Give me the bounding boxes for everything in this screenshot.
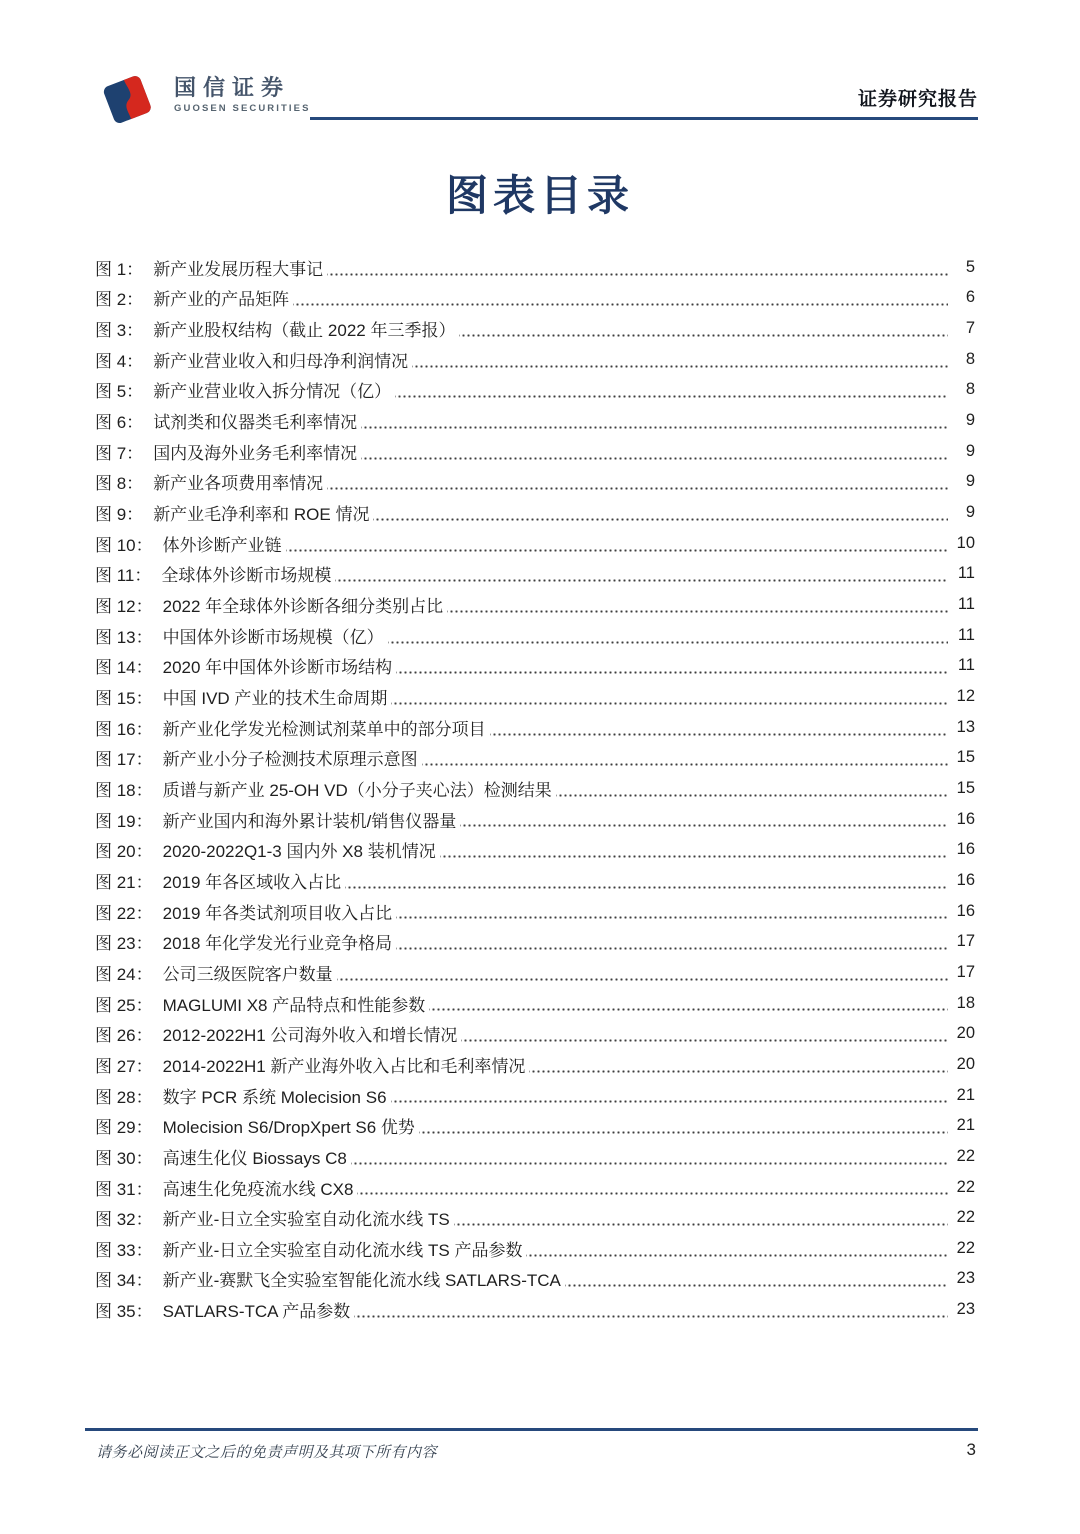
toc-entry[interactable] (95, 1141, 975, 1172)
toc-entry-page: 6 (965, 288, 975, 307)
toc-entry[interactable] (95, 436, 975, 467)
toc-entry-title: Molecision S6/DropXpert S6 优势 (162, 1118, 415, 1138)
toc-entry-page: 21 (956, 1116, 975, 1135)
toc-entry[interactable] (95, 681, 975, 712)
toc-entry-title: 中国体外诊断市场规模（亿） (162, 627, 384, 647)
toc-entry-label: 图 8： (95, 474, 144, 494)
toc-entry[interactable] (95, 528, 975, 559)
toc-entry-title: 试剂类和仪器类毛利率情况 (153, 413, 358, 433)
toc-entry-label: 图 11： (95, 566, 152, 586)
toc-entry-title: 国内及海外业务毛利率情况 (153, 443, 358, 463)
toc-leader-dots (361, 405, 948, 436)
toc-leader-dots (337, 957, 948, 988)
toc-leader-dots (429, 988, 948, 1019)
toc-leader-dots (556, 773, 948, 804)
toc-entry[interactable] (95, 1018, 975, 1049)
toc-entry-title: 新产业-日立全实验室自动化流水线 TS (162, 1210, 450, 1230)
toc-leader-dots (351, 1141, 948, 1172)
toc-entry-title: 2020 年中国体外诊断市场结构 (162, 658, 393, 678)
toc-entry-title: SATLARS-TCA 产品参数 (162, 1302, 351, 1322)
toc-entry-page: 11 (957, 595, 975, 614)
toc-list (95, 252, 975, 1325)
toc-entry-title: 新产业-日立全实验室自动化流水线 TS 产品参数 (162, 1240, 523, 1260)
toc-leader-dots (396, 896, 948, 927)
toc-leader-dots (354, 1294, 948, 1325)
toc-leader-dots (440, 834, 948, 865)
toc-entry-page: 16 (956, 901, 975, 920)
toc-entry-label: 图 22： (95, 903, 153, 923)
toc-entry-label: 图 2： (95, 290, 144, 310)
toc-entry[interactable] (95, 1172, 975, 1203)
toc-entry[interactable] (95, 1264, 975, 1295)
toc-entry-label: 图 3： (95, 321, 144, 341)
toc-entry-title: 质谱与新产业 25-OH VD（小分子夹心法）检测结果 (162, 780, 552, 800)
toc-entry-page: 11 (957, 564, 975, 583)
toc-entry-title: 2018 年化学发光行业竞争格局 (162, 934, 393, 954)
brand-name-cn: 国信证券 (174, 75, 291, 100)
toc-leader-dots (526, 1233, 948, 1264)
toc-leader-dots (447, 589, 948, 620)
toc-entry[interactable] (95, 283, 975, 314)
toc-entry-label: 图 15： (95, 689, 153, 709)
toc-leader-dots (357, 1172, 948, 1203)
toc-entry-title: 新产业各项费用率情况 (153, 474, 324, 494)
toc-leader-dots (293, 283, 948, 314)
toc-leader-dots (396, 651, 948, 682)
toc-entry-label: 图 31： (95, 1179, 153, 1199)
toc-entry-title: 新产业小分子检测技术原理示意图 (162, 750, 418, 770)
footer-page-number: 3 (966, 1440, 976, 1459)
toc-leader-dots (529, 1049, 948, 1080)
toc-entry[interactable] (95, 1049, 975, 1080)
toc-leader-dots (422, 743, 948, 774)
toc-leader-dots (388, 620, 948, 651)
toc-entry-label: 图 1： (95, 259, 144, 279)
toc-entry-title: 新产业发展历程大事记 (153, 259, 324, 279)
toc-entry-label: 图 23： (95, 934, 153, 954)
brand-name-en: GUOSEN SECURITIES (174, 103, 311, 115)
toc-entry-label: 图 5： (95, 382, 144, 402)
toc-leader-dots (391, 681, 948, 712)
toc-leader-dots (345, 865, 948, 896)
toc-entry-label: 图 18： (95, 780, 153, 800)
toc-entry-page: 20 (956, 1054, 975, 1073)
page-title: 图表目录 (445, 172, 634, 219)
toc-leader-dots (461, 1018, 948, 1049)
toc-entry[interactable] (95, 620, 975, 651)
toc-leader-dots (327, 252, 948, 283)
toc-entry-label: 图 27： (95, 1056, 153, 1076)
toc-entry-title: 2019 年各类试剂项目收入占比 (162, 903, 393, 923)
toc-entry-title: 高速生化仪 Biossays C8 (162, 1148, 347, 1168)
toc-entry-label: 图 21： (95, 872, 153, 892)
toc-entry-label: 图 26： (95, 1026, 153, 1046)
toc-entry-page: 18 (956, 993, 975, 1012)
toc-entry-page: 12 (956, 687, 975, 706)
toc-entry-title: 体外诊断产业链 (162, 535, 282, 555)
toc-entry[interactable] (95, 252, 975, 283)
toc-entry-label: 图 32： (95, 1210, 153, 1230)
toc-entry-page: 22 (956, 1146, 975, 1165)
toc-entry-title: 新产业的产品矩阵 (153, 290, 290, 310)
toc-entry[interactable] (95, 804, 975, 835)
toc-entry[interactable] (95, 1294, 975, 1325)
toc-leader-dots (286, 528, 948, 559)
toc-entry[interactable] (95, 773, 975, 804)
toc-entry-title: 2022 年全球体外诊断各细分类别占比 (162, 597, 444, 617)
toc-entry[interactable] (95, 1202, 975, 1233)
toc-leader-dots (565, 1264, 948, 1295)
toc-entry-title: 新产业化学发光检测试剂菜单中的部分项目 (162, 719, 486, 739)
toc-entry-label: 图 4： (95, 351, 144, 371)
toc-entry[interactable] (95, 497, 975, 528)
toc-entry-page: 15 (956, 778, 975, 797)
toc-entry-page: 17 (956, 932, 975, 951)
toc-entry-page: 11 (957, 625, 975, 644)
toc-entry-page: 16 (956, 840, 975, 859)
toc-entry-page: 16 (956, 809, 975, 828)
toc-entry-page: 23 (956, 1300, 975, 1319)
toc-entry-label: 图 13： (95, 627, 153, 647)
header-divider (310, 117, 978, 120)
toc-entry[interactable] (95, 1110, 975, 1141)
toc-entry-page: 9 (965, 411, 975, 430)
toc-entry-label: 图 9： (95, 505, 144, 525)
toc-entry-label: 图 29： (95, 1118, 153, 1138)
toc-entry-label: 图 33： (95, 1240, 153, 1260)
toc-leader-dots (395, 375, 948, 406)
toc-entry-label: 图 19： (95, 811, 153, 831)
toc-entry-page: 13 (956, 717, 975, 736)
toc-entry[interactable] (95, 896, 975, 927)
toc-leader-dots (412, 344, 948, 375)
toc-entry-page: 15 (956, 748, 975, 767)
toc-entry-page: 9 (965, 503, 975, 522)
toc-entry-label: 图 6： (95, 413, 144, 433)
toc-entry[interactable] (95, 743, 975, 774)
toc-entry-title: 公司三级医院客户数量 (162, 964, 333, 984)
footer-divider (85, 1428, 978, 1431)
toc-entry-title: 数字 PCR 系统 Molecision S6 (162, 1087, 387, 1107)
toc-entry-label: 图 28： (95, 1087, 153, 1107)
toc-entry[interactable] (95, 926, 975, 957)
toc-entry-title: 2019 年各区域收入占比 (162, 872, 342, 892)
toc-entry[interactable] (95, 405, 975, 436)
toc-entry-page: 9 (965, 441, 975, 460)
toc-entry-title: 2014-2022H1 新产业海外收入占比和毛利率情况 (162, 1056, 526, 1076)
toc-entry-page: 17 (956, 962, 975, 981)
toc-entry-title: 新产业股权结构（截止 2022 年三季报） (153, 321, 456, 341)
toc-entry-title: 高速生化免疫流水线 CX8 (162, 1179, 354, 1199)
guosen-logo-icon (100, 72, 152, 128)
toc-entry-label: 图 14： (95, 658, 153, 678)
toc-entry[interactable] (95, 467, 975, 498)
toc-entry-page: 8 (965, 380, 975, 399)
toc-entry-title: 2012-2022H1 公司海外收入和增长情况 (162, 1026, 458, 1046)
toc-entry-page: 22 (956, 1177, 975, 1196)
report-type-label: 证券研究报告 (857, 89, 978, 110)
toc-entry-label: 图 7： (95, 443, 144, 463)
toc-entry-title: 新产业-赛默飞全实验室智能化流水线 SATLARS-TCA (162, 1271, 561, 1291)
toc-entry-label: 图 16： (95, 719, 153, 739)
toc-entry-page: 7 (965, 319, 975, 338)
toc-entry-page: 9 (965, 472, 975, 491)
toc-entry-title: 全球体外诊断市场规模 (161, 566, 332, 586)
toc-entry-label: 图 24： (95, 964, 153, 984)
guosen-logo (100, 72, 311, 128)
toc-entry-page: 8 (965, 349, 975, 368)
toc-entry-label: 图 35： (95, 1302, 153, 1322)
toc-entry-label: 图 20： (95, 842, 153, 862)
toc-entry-page: 23 (956, 1269, 975, 1288)
toc-entry[interactable] (95, 988, 975, 1019)
toc-leader-dots (361, 436, 948, 467)
toc-entry-page: 10 (956, 533, 975, 552)
toc-entry-title: MAGLUMI X8 产品特点和性能参数 (162, 995, 426, 1015)
toc-entry[interactable] (95, 712, 975, 743)
toc-entry[interactable] (95, 344, 975, 375)
toc-entry-title: 中国 IVD 产业的技术生命周期 (162, 689, 388, 709)
toc-entry-label: 图 30： (95, 1148, 153, 1168)
toc-entry[interactable] (95, 834, 975, 865)
toc-entry-label: 图 34： (95, 1271, 153, 1291)
brand-text (174, 72, 311, 114)
toc-leader-dots (391, 1080, 948, 1111)
toc-entry[interactable] (95, 559, 975, 590)
toc-entry[interactable] (95, 589, 975, 620)
toc-leader-dots (396, 926, 948, 957)
toc-entry-title: 2020-2022Q1-3 国内外 X8 装机情况 (162, 842, 436, 862)
toc-leader-dots (459, 313, 948, 344)
toc-entry-title: 新产业营业收入拆分情况（亿） (153, 382, 392, 402)
toc-entry-page: 20 (956, 1024, 975, 1043)
toc-entry[interactable] (95, 313, 975, 344)
toc-entry-page: 16 (956, 870, 975, 889)
toc-leader-dots (454, 1202, 948, 1233)
toc-entry-title: 新产业毛净利率和 ROE 情况 (153, 505, 370, 525)
toc-leader-dots (327, 467, 948, 498)
toc-entry-page: 22 (956, 1208, 975, 1227)
toc-entry[interactable] (95, 865, 975, 896)
toc-entry-label: 图 12： (95, 597, 153, 617)
toc-leader-dots (419, 1110, 948, 1141)
toc-entry-page: 21 (956, 1085, 975, 1104)
toc-entry[interactable] (95, 651, 975, 682)
toc-leader-dots (490, 712, 948, 743)
toc-entry-title: 新产业营业收入和归母净利润情况 (153, 351, 409, 371)
toc-entry[interactable] (95, 1233, 975, 1264)
toc-leader-dots (335, 559, 948, 590)
toc-entry-label: 图 10： (95, 535, 153, 555)
footer-disclaimer: 请务必阅读正文之后的免责声明及其项下所有内容 (96, 1444, 438, 1461)
toc-entry[interactable] (95, 1080, 975, 1111)
toc-entry-title: 新产业国内和海外累计装机/销售仪器量 (162, 811, 457, 831)
toc-entry-page: 11 (957, 656, 975, 675)
toc-leader-dots (460, 804, 948, 835)
toc-entry-label: 图 17： (95, 750, 153, 770)
toc-entry[interactable] (95, 375, 975, 406)
toc-entry-label: 图 25： (95, 995, 153, 1015)
toc-leader-dots (373, 497, 948, 528)
toc-entry[interactable] (95, 957, 975, 988)
toc-entry-page: 22 (956, 1238, 975, 1257)
toc-entry-page: 5 (965, 257, 975, 276)
